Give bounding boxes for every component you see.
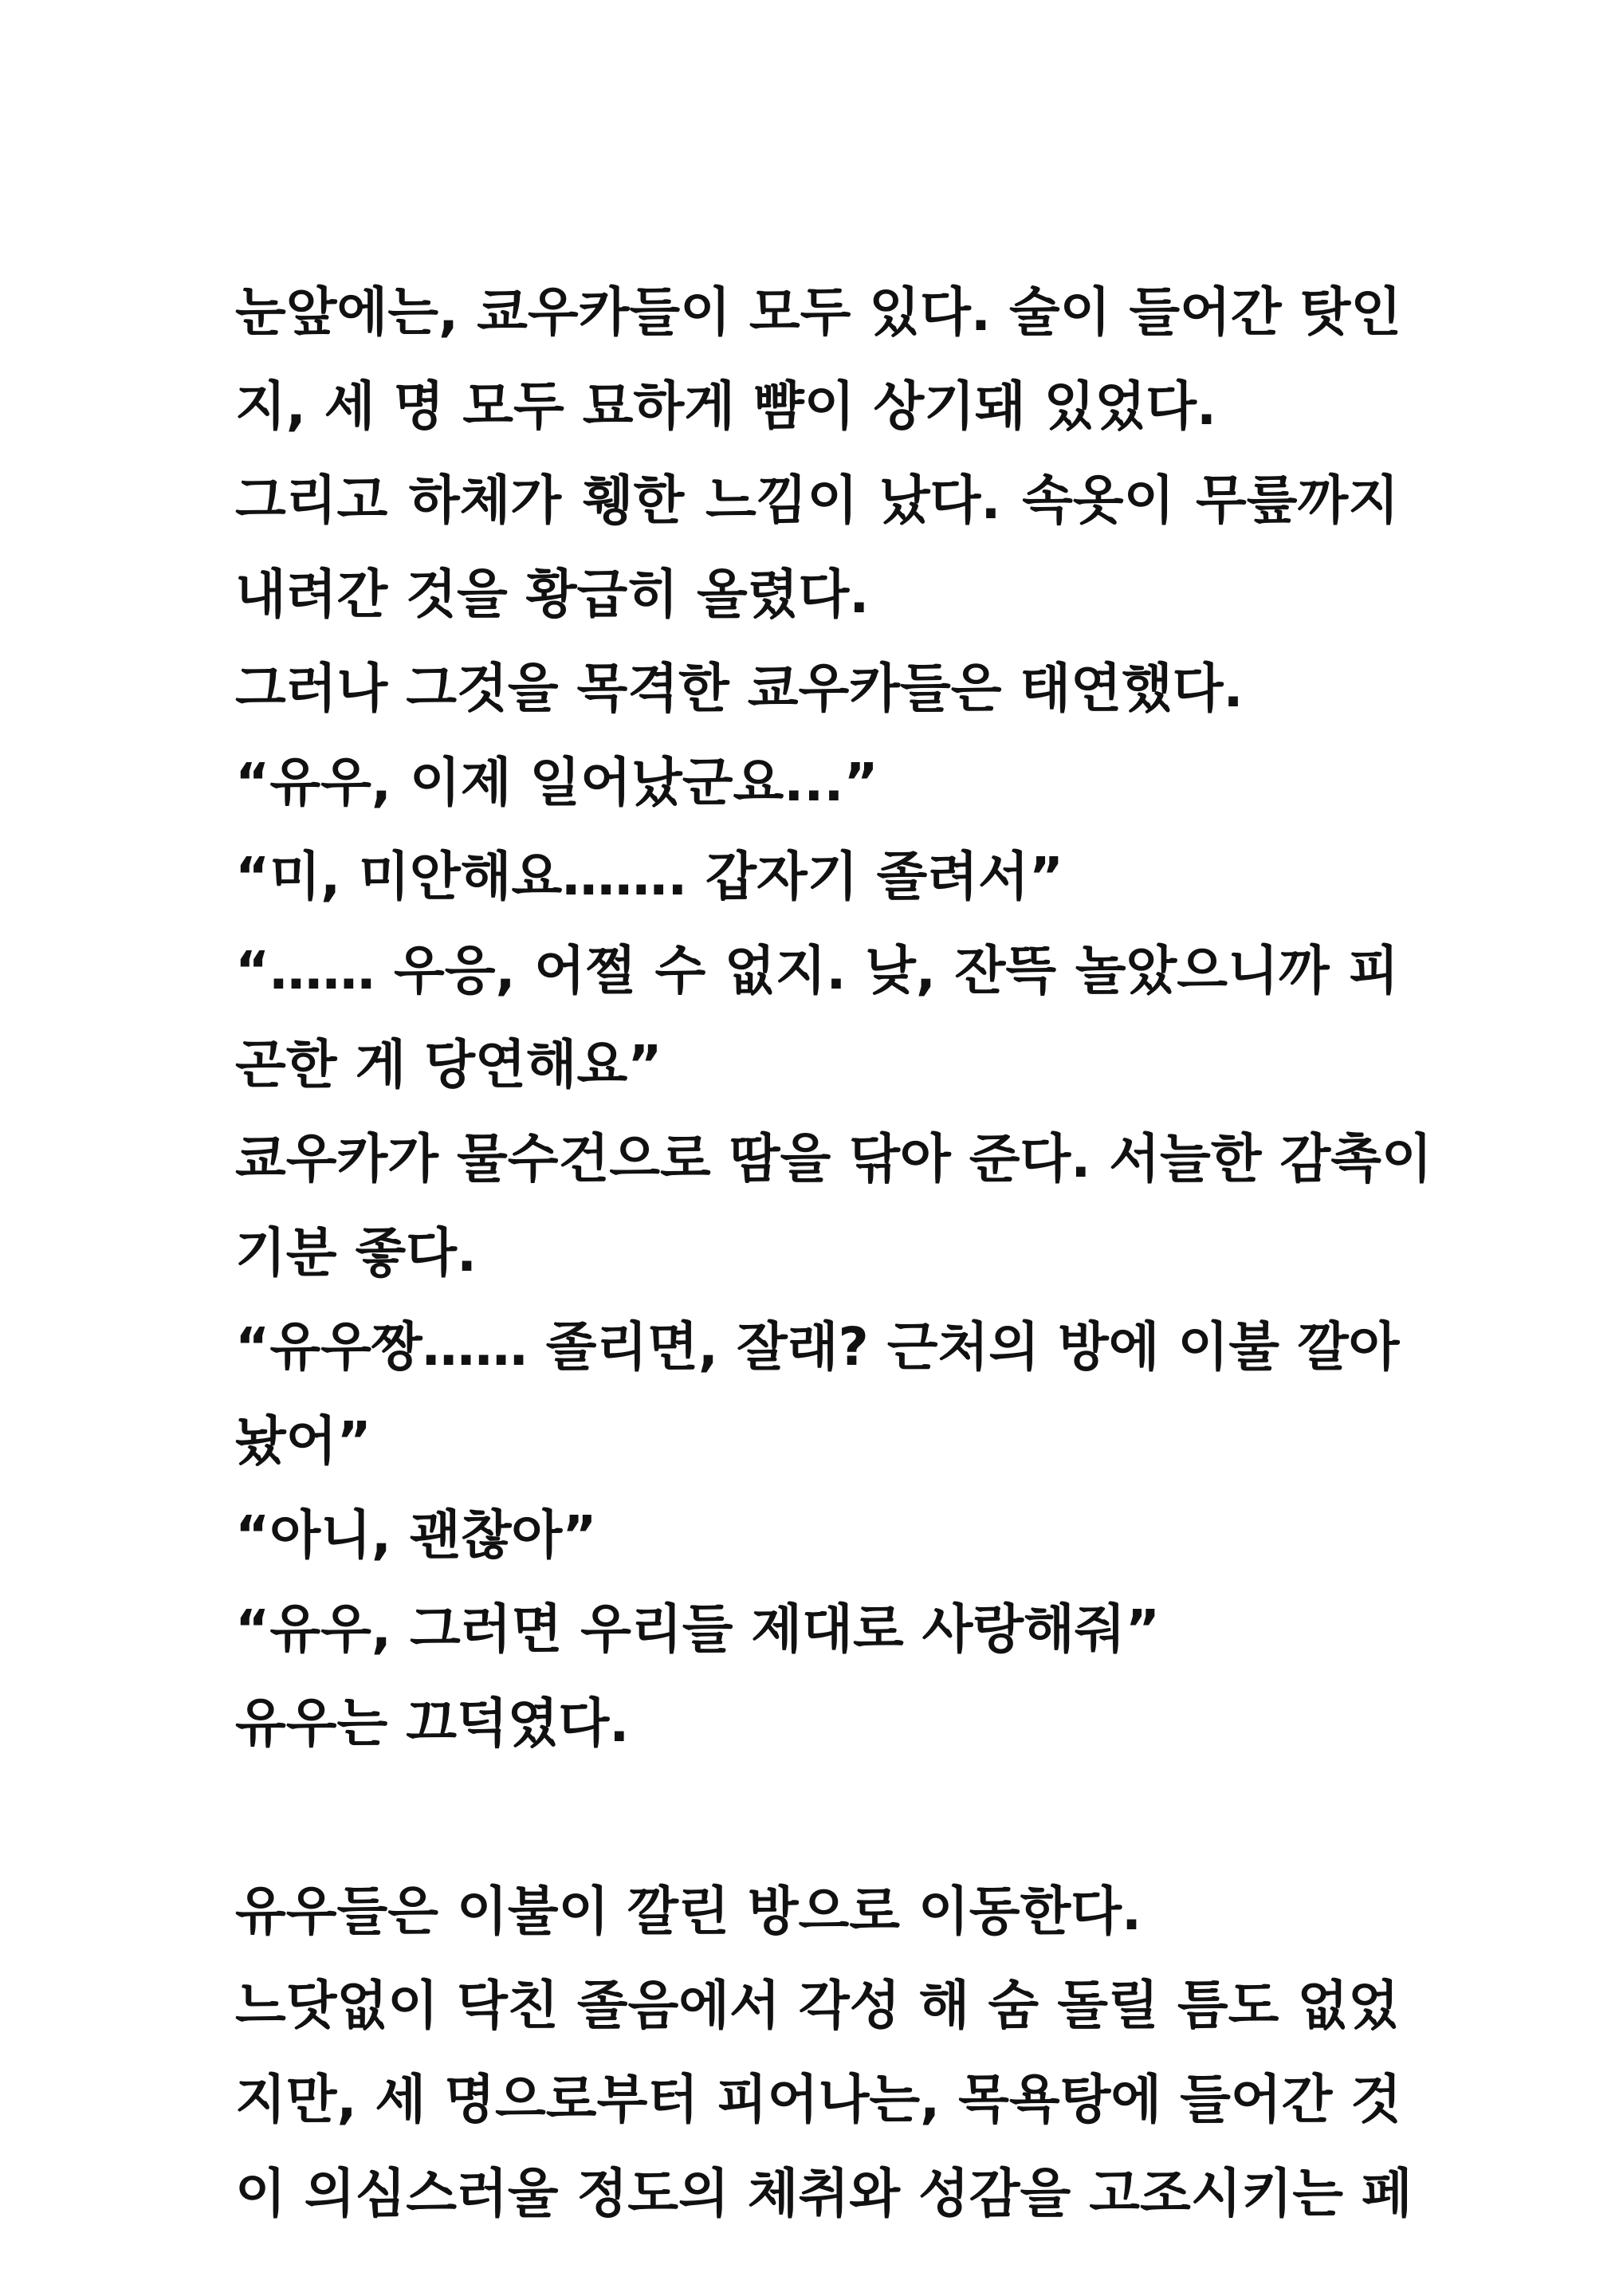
text-line: 놨어”: [235, 1410, 371, 1472]
text-line: 유우는 끄덕였다.: [235, 1693, 630, 1754]
text-line: “…… 우응, 어쩔 수 없지. 낮, 잔뜩 놀았으니까 피: [235, 940, 1399, 1001]
text-line: 유우들은 이불이 깔린 방으로 이동한다.: [235, 1881, 1142, 1942]
text-line: “유우짱…… 졸리면, 잘래? 근처의 방에 이불 깔아: [235, 1316, 1400, 1378]
text-line: 기분 좋다.: [235, 1222, 477, 1284]
text-line: 곤한 게 당연해요”: [235, 1034, 662, 1095]
text-line: 지, 세 명 모두 묘하게 뺨이 상기돼 있었다.: [235, 375, 1217, 437]
body-text: [235, 265, 1432, 2241]
text-line: 그러나 그것을 목격한 쿄우카들은 태연했다.: [235, 658, 1244, 719]
text-line: “아니, 괜찮아”: [235, 1504, 597, 1566]
blank-line: [235, 1771, 1399, 1865]
text-line: 이 의심스러울 정도의 체취와 성감을 고조시키는 페: [235, 2163, 1413, 2224]
text-line: 쿄우카가 물수건으로 땀을 닦아 준다. 서늘한 감촉이: [235, 1128, 1432, 1189]
text-line: “미, 미안해요……. 갑자기 졸려서”: [235, 846, 1064, 907]
text-line: 느닷없이 닥친 졸음에서 각성 해 숨 돌릴 틈도 없었: [235, 1975, 1399, 2036]
text-line: 그리고 하체가 휑한 느낌이 났다. 속옷이 무릎까지: [235, 470, 1399, 531]
text-line: “유우, 이제 일어났군요...”: [235, 752, 878, 813]
text-line: 내려간 것을 황급히 올렸다.: [235, 564, 870, 625]
text-line: 눈앞에는, 쿄우카들이 모두 있다. 술이 들어간 탓인: [235, 281, 1402, 343]
text-line: 지만, 세 명으로부터 피어나는, 목욕탕에 들어간 것: [235, 2069, 1402, 2130]
text-line: “유우, 그러면 우리들 제대로 사랑해줘”: [235, 1598, 1161, 1660]
